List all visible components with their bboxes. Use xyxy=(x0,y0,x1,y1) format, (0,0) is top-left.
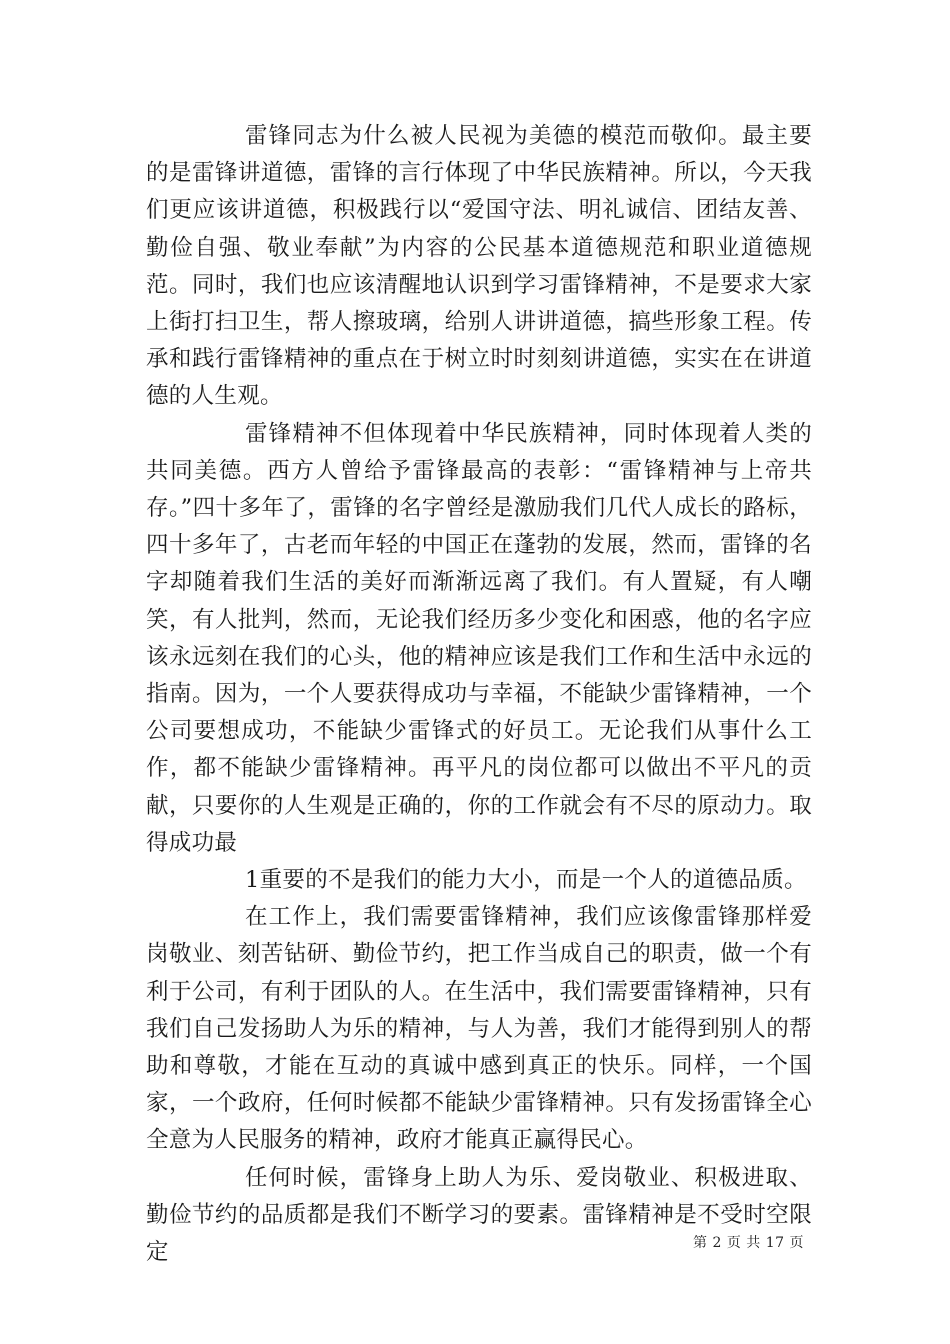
paragraph-1: 雷锋同志为什么被人民视为美德的模范而敬仰。最主要的是雷锋讲道德，雷锋的言行体现了中华民族精神。所以，今天我们更应该讲道德，积极践行以“爱国守法、明礼诚信、团结友善、勤俭自强、敬业奉献”为内容的公民基本道德规范和职业道德规范。同时，我们也应该清醒地认识到学习雷锋精神，不是要求大家上街打扫卫生，帮人擦玻璃，给别人讲讲道德，搞些形象工程。传承和践行雷锋精神的重点在于树立时时刻刻讲道德，实实在在讲道德的人生观。 xyxy=(146,123,812,410)
page-number-footer: 第 2 页 共 17 页 xyxy=(693,1235,804,1251)
paragraph-5: 任何时候，雷锋身上助人为乐、爱岗敬业、积极进取、勤俭节约的品质都是我们不断学习的要素。雷锋精神是不受时空限定 xyxy=(146,1164,812,1266)
paragraph-2: 雷锋精神不但体现着中华民族精神，同时体现着人类的共同美德。西方人曾给予雷锋最高的表彰：“雷锋精神与上帝共存。”四十多年了，雷锋的名字曾经是激励我们几代人成长的路标，四十多年了，古老而年轻的中国正在蓬勃的发展，然而，雷锋的名字却随着我们生活的美好而渐渐远离了我们。有人置疑，有人嘲笑，有人批判，然而，无论我们经历多少变化和困惑，他的名字应该永远刻在我们的心头，他的精神应该是我们工作和生活中永远的指南。因为，一个人要获得成功与幸福，不能缺少雷锋精神，一个公司要想成功，不能缺少雷锋式的好员工。无论我们从事什么工作，都不能缺少雷锋精神。再平凡的岗位都可以做出不平凡的贡献，只要你的人生观是正确的，你的工作就会有不尽的原动力。取得成功最 xyxy=(146,420,812,856)
paragraph-4: 在工作上，我们需要雷锋精神，我们应该像雷锋那样爱岗敬业、刻苦钻研、勤俭节约，把工作当成自己的职责，做一个有利于公司，有利于团队的人。在生活中，我们需要雷锋精神，只有我们自己发扬助人为乐的精神，与人为善，我们才能得到别人的帮助和尊敬，才能在互动的真诚中感到真正的快乐。同样，一个国家，一个政府，任何时候都不能缺少雷锋精神。只有发扬雷锋全心全意为人民服务的精神，政府才能真正赢得民心。 xyxy=(146,904,812,1154)
paragraph-3: 1重要的不是我们的能力大小，而是一个人的道德品质。 xyxy=(245,867,807,894)
document-body xyxy=(146,118,812,1271)
